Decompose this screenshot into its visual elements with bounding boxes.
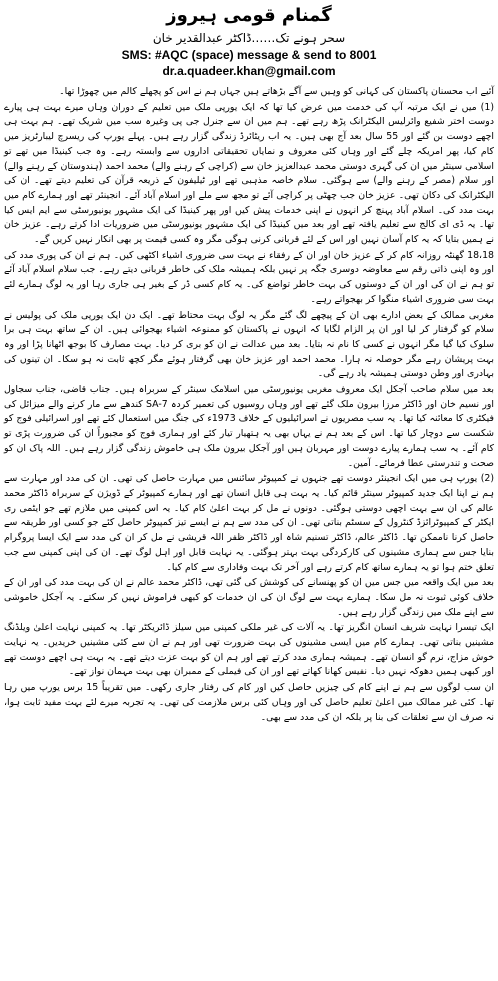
paragraph-8: ان سب لوگوں سے ہم نے اپنے کام کی چیزیں حاصل کیں اور کام کی رفتار جاری رکھی۔ میں تقریباً 15 برس یورپ میں رہا تھا۔ کئی غیر ممالک میں اعلیٰ تعلیم حاصل کی اور وہاں کئی برس ملازمت کی تھی۔ یہ تجربہ میرے لئے بہت مفید ثابت ہوا، نہ صرف ان سے تعلقات کی بنا پر بلکہ ان کی مدد سے بھی۔ — [4, 682, 494, 723]
paragraph-7: ایک تیسرا نہایت شریف انسان انگریز تھا۔ یہ آلات کی غیر ملکی کمپنی میں سیلز ڈائریکٹر تھا۔ یہ کمپنی نہایت اعلیٰ ویلڈنگ مشینیں بناتی تھی۔ ہمارے کام میں ایسی مشینوں کی بہت ضرورت تھی اور ہم نے ان سے کئی مشینیں خریدیں۔ یہ نہایت خوش مزاج، نرم گو انسان تھے۔ ہمیشہ ہماری مدد کرتے تھے اور ہم ان کو بہت عزت دیتے تھے۔ یہ بہت ہی اچھے دوست تھے اور کبھی ہمیں دھوکہ نہیں دیا۔ نفیس کھانا کھاتے تھے اور ان کی فیملی کے ممبران بھی بہت مہمان نواز تھے۔ — [4, 622, 494, 678]
paragraph-5: (2) یورپ ہی میں ایک انجینئر دوست تھے جنہوں نے کمپیوٹر سائنس میں مہارت حاصل کی تھی۔ ان کی مدد اور مہارت سے ہم نے اپنا ایک جدید کمپیوٹر سینٹر قائم کیا۔ یہ بہت ہی قابل انسان تھے اور ہمارے کمپیوٹر کے ڈویژن کے سربراہ ڈاکٹر محمد عالم کی ان سے بہت اچھی دوستی ہوگئی۔ دونوں نے مل کر بہت اعلیٰ کام کیا۔ یہ اس کمپنی میں ملازم تھے جو ایٹمی ری ایکٹر کے کمپیوٹرائزڈ کنٹرول کے سسٹم بناتی تھی۔ ان کی مدد سے ہم نے ایسے تیز کمپیوٹر حاصل کئے جو کسی اور طریقہ سے حاصل کرنا ناممکن تھا۔ ڈاکٹر عالم، ڈاکٹر تسنیم شاہ اور ڈاکٹر ظفر اللہ قریشی نے مل کر ان کی مدد سے ایک ایسا پروگرام بنایا جس سے ہماری مشینوں کی کارکردگی بہت بہتر ہوگئی۔ یہ نہایت قابل اور اہل لوگ تھے۔ ان کی اپنی کمپنی سے جب تعلق ختم ہوا تو یہ ہمارے ساتھ کام کرتے رہے اور آخر تک بہت وفاداری سے کام کیا۔ — [4, 473, 494, 573]
paragraph-intro: آئیے اب محسنان پاکستان کی کہانی کو وہیں سے آگے بڑھاتے ہیں جہاں ہم نے اس کو پچھلے کالم میں چھوڑا تھا۔ — [59, 86, 494, 97]
paragraph-4: بعد میں سلام صاحب آجکل ایک معروف مغربی یونیورسٹی میں اسلامک سینٹر کے سربراہ ہیں۔ جناب قاضی، جناب سجاول اور نسیم خان اور ڈاکٹر مرزا بیرون ملک گئے تھے اور وہاں روسیوں کی تعمیر کردہ SA-7 کندھے سے مار کرنے والے میزائل کی فیکٹری کا معائنہ کیا تھا۔ یہ سب مصریوں نے اسرائیلیوں کے خلاف 1973ء کی جنگ میں استعمال کئے تھے اور اسرائیلی فوج کو شکست سے دوچار کیا تھا۔ اس کے بعد ہم نے یہاں بھی یہ ہتھیار تیار کئے اور ہماری فوج کو مجبوراً ان کی ضرورت پڑی تو کام آئے۔ یہ سب ہمارے پیارے دوست اور مہربان ہیں اور آجکل بیرون ملک ہی خاموش زندگی گزار رہے ہیں۔ اللہ پاک ان کو صحت و تندرستی عطا فرمائے۔ آمین۔ — [4, 384, 494, 469]
column-title: گمنام قومی ہیروز — [166, 5, 332, 26]
paragraph-6: بعد میں ایک واقعہ میں جس میں ان کو پھنسانے کی کوشش کی گئی تھی، ڈاکٹر محمد عالم نے ان کی بہت مدد کی اور ان کے خلاف کوئی ثبوت نہ مل سکا۔ ہمارے بہت سے لوگ ان کی ان خدمات کو کبھی فراموش نہیں کر سکتے۔ یہ آجکل خاموشی سے اپنے ملک میں زندگی گزار رہے ہیں۔ — [4, 577, 494, 618]
column-byline: سحر ہونے تک……ڈاکٹر عبدالقدیر خان — [152, 31, 346, 45]
article-body — [4, 85, 494, 725]
sms-instructions: SMS: #AQC (space) message & send to 8001 — [121, 48, 377, 62]
paragraph-2: 18،18 گھنٹہ روزانہ کام کر کے عزیز خان اور ان کے رفقاء نے بہت سی ضروری اشیاء اکٹھی کیں۔ ہم نے ان کی پوری مدد کی اور وہ اپنی ذاتی رقم سے معاوضہ دوسری جگہ پر نہیں بلکہ ہمیشہ ملک کی خاطر قربانی دیتے رہے۔ جب سلام اسلام آباد آئے تو ہم نے ان کی اور ان کے دوستوں کی بہت خاطر تواضع کی۔ یہ کام کسی ڈر کے بغیر ہی جاری رہا اور یہ لوگ ہمارے لئے بہت سی ضروری اشیاء منگوا کر بھجواتے رہے۔ — [4, 249, 494, 305]
column-header — [4, 4, 494, 79]
author-email: dr.a.quadeer.khan@gmail.com — [162, 64, 336, 78]
paragraph-1: (1) میں نے ایک مرتبہ آپ کی خدمت میں عرض کیا تھا کہ ایک یورپی ملک میں تعلیم کے دوران وہاں میرے بہت ہی پیارے دوست اختر شفیع وائرلیس الیکٹرانک پڑھ رہے تھے۔ ہم میں ان سے جنرل جی پی وغیرہ سب میں شریک تھے۔ ہم بہت ہی اچھے دوست بن گئے اور 55 سال بعد آج بھی ہیں۔ یہ اب ریٹائرڈ زندگی گزار رہے ہیں۔ پہلے یورپ کی ریسرچ لیبارٹریز میں کام کیا، پھر امریکہ چلے گئے اور وہاں کئی معروف و نمایاں تحقیقاتی اداروں سے وابستہ رہے۔ وہ جب کینیڈا میں تھے تو اسلامی سینٹر میں ان کی گہری دوستی محمد عبدالعزیز خان سے (کراچی کے رہنے والے) محمد احمد (ہندوستان کے رہنے والے) اور سلام (مصر کے رہنے والے) سے ہوگئی۔ سلام خاصہ مذہبی تھے اور ٹیلیفون کے ذریعہ قرآن کی تعلیم دیتے تھے۔ ان کی الیکٹرانک کی دکان تھی۔ عزیز خان جب چھٹی پر کراچی آئے تو مجھ سے ملے اور اسلام آباد آئے۔ انجینئر تھے اور ہمارے کام میں بہت مدد کی۔ اسلام آباد پہنچ کر انہوں نے اپنی خدمات پیش کیں اور پھر کینیڈا کی ایک مشہور یونیورسٹی سے ایم ایس کیا تھا۔ یہ ڈی ای کالج سے تعلیم یافتہ تھے اور بعد میں کینیڈا کی ایک مشہور یونیورسٹی میں ضروریات ادا کرتے رہے۔ عزیز خان نے ہمیں بتایا کہ یہ کام آسان نہیں اور اس کے لئے قربانی کرنی ہوگی مگر وہ کسی قیمت پر بھی انکار نہیں کریں گے۔ — [4, 101, 494, 246]
paragraph-3: مغربی ممالک کے بعض ادارے بھی ان کے پیچھے لگ گئے مگر یہ لوگ بہت محتاط تھے۔ ایک دن ایک یورپی ملک کی پولیس نے سلام کو گرفتار کر لیا اور ان پر الزام لگایا کہ انہوں نے پاکستان کو ممنوعہ اشیاء بھجوائی ہیں۔ ان کے ساتھ بہت ہی برا سلوک کیا گیا مگر انہوں نے کسی کا نام نہ بتایا۔ بعد میں عدالت نے ان کو بری کر دیا۔ بہت مصارف کا بوجھ اٹھانا پڑا اور وہ بہت پریشان رہے مگر حوصلہ نہ ہارا۔ محمد احمد اور عزیز خان بھی گرفتار ہوئے مگر کچھ ثابت نہ ہو سکا۔ ان تینوں کی بہادری اور وطن دوستی ہمیشہ یاد رہے گی۔ — [4, 309, 494, 380]
